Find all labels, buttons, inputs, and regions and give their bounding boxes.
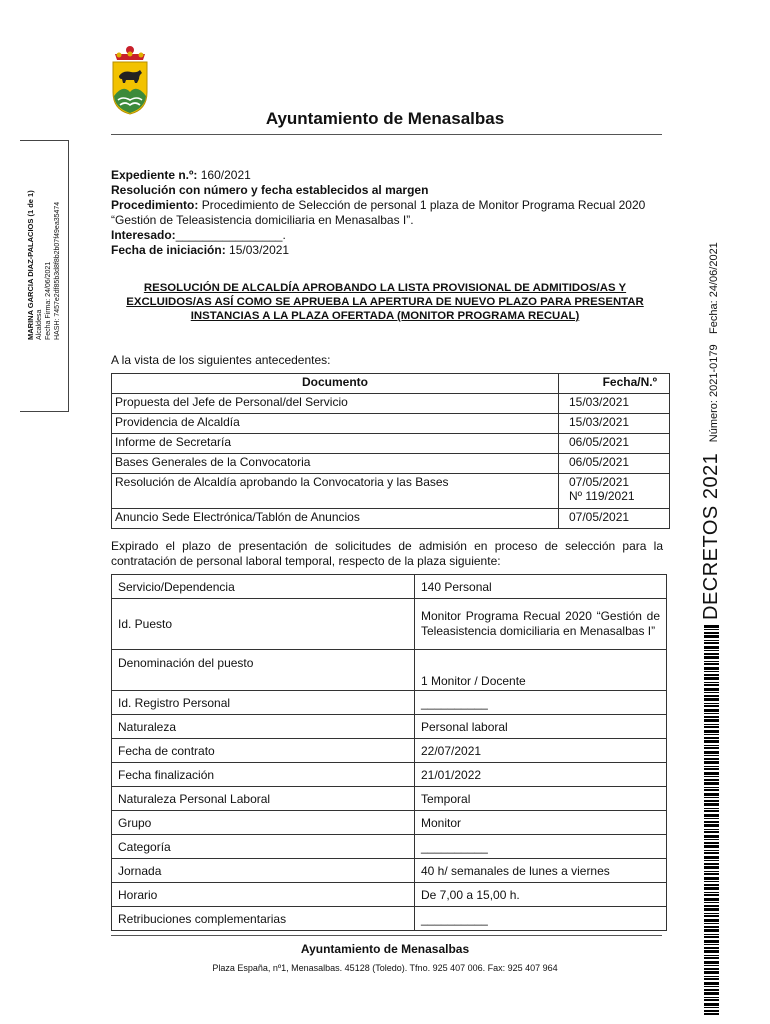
table-row <box>112 394 670 414</box>
intro-text: A la vista de los siguientes antecedentes: <box>111 353 331 367</box>
interesado-value: ________________. <box>175 228 286 242</box>
fecha-cell: 06/05/2021 <box>559 454 670 474</box>
resolution-title: RESOLUCIÓN DE ALCALDÍA APROBANDO LA LISTA PROVISIONAL DE ADMITIDOS/AS Y EXCLUIDOS/AS ASÍ COMO SE APRUEBA LA APERTURA DE NUEVO PLAZO PARA PRESENTAR INSTANCIAS A LA PLAZA OFERTADA (MONITOR PROGRAMA RECUAL) <box>126 282 644 322</box>
plaza-label: Id. Puesto <box>112 599 415 650</box>
table-row <box>112 883 667 907</box>
decreto-numero: Número: 2021-0179 <box>708 344 720 443</box>
fecha-iniciacion-value: 15/03/2021 <box>229 243 290 257</box>
table-row <box>112 414 670 434</box>
table-row <box>112 787 667 811</box>
decreto-stamp <box>700 242 723 620</box>
resolucion-line: Resolución con número y fecha establecidos al margen <box>111 183 429 197</box>
plaza-label: Id. Registro Personal <box>112 691 415 715</box>
numero-value: Nº 119/2021 <box>569 489 635 503</box>
table-row <box>112 691 667 715</box>
table-row <box>112 509 670 529</box>
expediente-label: Expediente n.º: <box>111 168 198 182</box>
plaza-value: 40 h/ semanales de lunes a viernes <box>415 859 667 883</box>
plaza-value: 1 Monitor / Docente <box>415 650 667 691</box>
stamp-role: Alcaldesa <box>36 309 43 340</box>
table-row <box>112 650 667 691</box>
decreto-label: DECRETOS 2021 <box>700 452 722 620</box>
fecha-cell: 15/03/2021 <box>559 394 670 414</box>
footer-title: Ayuntamiento de Menasalbas <box>300 942 470 956</box>
fecha-value: 07/05/2021 <box>569 475 630 489</box>
table-row <box>112 599 667 650</box>
table-row <box>112 907 667 931</box>
header-fecha: Fecha/N.º <box>559 374 670 394</box>
documento-cell: Bases Generales de la Convocatoria <box>112 454 559 474</box>
plaza-value: Temporal <box>415 787 667 811</box>
procedimiento-value: Procedimiento de Selección de personal 1 plaza de Monitor Programa Recual 2020 “Gestión de Teleasistencia domiciliaria en Menasalbas I”. <box>111 198 646 227</box>
fecha-iniciacion-label: Fecha de iniciación: <box>111 243 226 257</box>
plaza-value: __________ <box>415 691 667 715</box>
barcode-icon <box>704 625 719 1015</box>
plaza-value: Personal laboral <box>415 715 667 739</box>
documento-cell: Anuncio Sede Electrónica/Tablón de Anuncios <box>112 509 559 529</box>
table-row <box>112 763 667 787</box>
plaza-label: Naturaleza <box>112 715 415 739</box>
municipal-crest-icon <box>109 44 151 116</box>
plaza-value: Monitor <box>415 811 667 835</box>
table-row <box>112 739 667 763</box>
antecedentes-table <box>111 373 670 529</box>
procedimiento-label: Procedimiento: <box>111 198 199 212</box>
plaza-label: Servicio/Dependencia <box>112 575 415 599</box>
header-documento: Documento <box>112 374 559 394</box>
plaza-label: Fecha de contrato <box>112 739 415 763</box>
plaza-label: Horario <box>112 883 415 907</box>
plaza-value: De 7,00 a 15,00 h. <box>415 883 667 907</box>
fecha-cell: 15/03/2021 <box>559 414 670 434</box>
fecha-cell: 06/05/2021 <box>559 434 670 454</box>
table-row <box>112 575 667 599</box>
signature-stamp <box>26 190 62 340</box>
footer-address: Plaza España, nº1, Menasalbas. 45128 (Toledo). Tfno. 925 407 006. Fax: 925 407 964 <box>212 963 558 973</box>
header-title: Ayuntamiento de Menasalbas <box>265 109 505 128</box>
documento-cell: Resolución de Alcaldía aprobando la Convocatoria y las Bases <box>112 474 559 509</box>
documento-cell: Informe de Secretaría <box>112 434 559 454</box>
table-row <box>112 474 670 509</box>
table-header-row <box>112 374 670 394</box>
plaza-label: Fecha finalización <box>112 763 415 787</box>
plaza-value: __________ <box>415 907 667 931</box>
expediente-meta <box>111 168 666 258</box>
plaza-value: Monitor Programa Recual 2020 “Gestión de Teleasistencia domiciliaria en Menasalbas I” <box>415 599 667 650</box>
plaza-label: Jornada <box>112 859 415 883</box>
expediente-value: 160/2021 <box>200 168 251 182</box>
plaza-value: __________ <box>415 835 667 859</box>
plaza-label: Denominación del puesto <box>112 650 415 691</box>
interesado-label: Interesado: <box>111 228 176 242</box>
stamp-hash: HASH: 7457e2df85b3d8f8b2b07f49ea35474 <box>54 201 61 340</box>
plaza-value: 22/07/2021 <box>415 739 667 763</box>
plaza-label: Retribuciones complementarias <box>112 907 415 931</box>
plaza-label: Categoría <box>112 835 415 859</box>
table-row <box>112 434 670 454</box>
documento-cell: Propuesta del Jefe de Personal/del Servicio <box>112 394 559 414</box>
table-row <box>112 811 667 835</box>
table-row <box>112 859 667 883</box>
table-row <box>112 715 667 739</box>
header-divider <box>111 134 662 135</box>
expirado-paragraph: Expirado el plazo de presentación de solicitudes de admisión en proceso de selección para la contratación de personal laboral temporal, respecto de la plaza siguiente: <box>111 539 663 568</box>
plaza-label: Naturaleza Personal Laboral <box>112 787 415 811</box>
fecha-cell <box>559 474 670 509</box>
fecha-cell: 07/05/2021 <box>559 509 670 529</box>
decreto-fecha: Fecha: 24/06/2021 <box>708 242 720 334</box>
plaza-value: 21/01/2022 <box>415 763 667 787</box>
documento-cell: Providencia de Alcaldía <box>112 414 559 434</box>
plaza-label: Grupo <box>112 811 415 835</box>
stamp-date: Fecha Firma: 24/06/2021 <box>45 261 52 340</box>
table-row <box>112 454 670 474</box>
plaza-value: 140 Personal <box>415 575 667 599</box>
plaza-table <box>111 574 667 931</box>
footer-divider <box>111 935 662 936</box>
table-row <box>112 835 667 859</box>
stamp-signer: MARINA GARCIA DIAZ-PALACIOS (1 de 1) <box>26 190 35 340</box>
